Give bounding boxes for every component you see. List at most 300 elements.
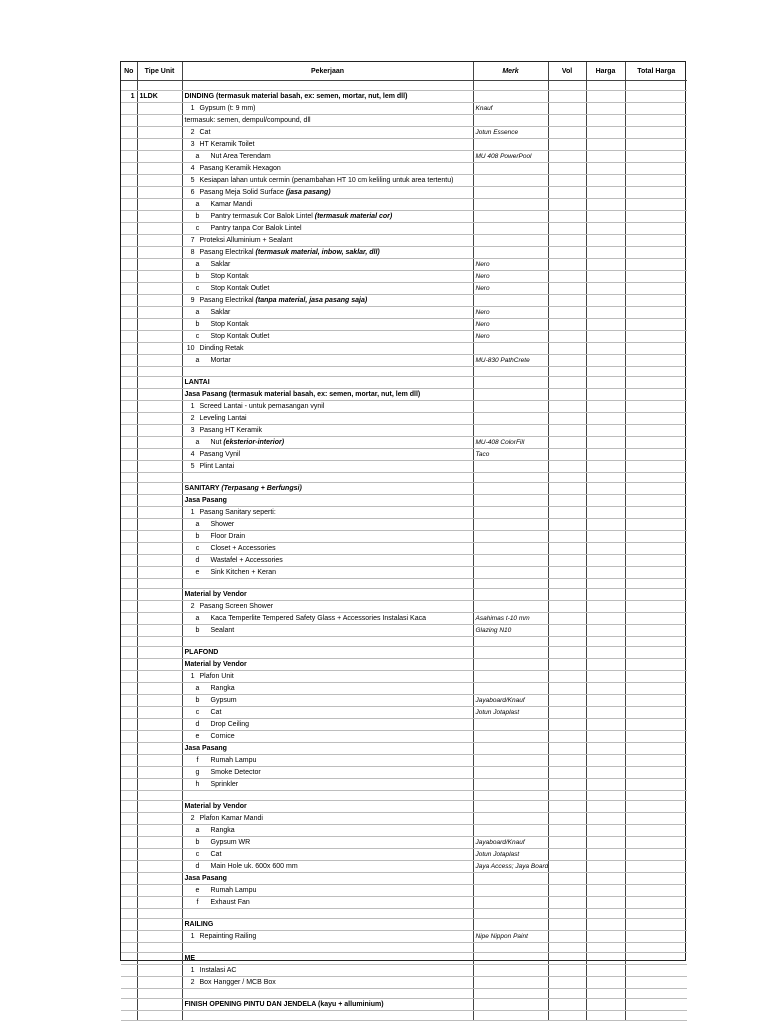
- cell-no[interactable]: [121, 223, 137, 235]
- cell-total-harga[interactable]: [625, 81, 687, 91]
- cell-harga[interactable]: [586, 989, 625, 999]
- cell-pekerjaan[interactable]: [182, 813, 473, 825]
- cell-merk[interactable]: [473, 519, 548, 531]
- cell-harga[interactable]: [586, 885, 625, 897]
- cell-vol[interactable]: [548, 211, 586, 223]
- cell-vol[interactable]: [548, 885, 586, 897]
- cell-merk[interactable]: [473, 943, 548, 953]
- cell-tipe-unit[interactable]: [137, 151, 182, 163]
- cell-vol[interactable]: [548, 965, 586, 977]
- cell-tipe-unit[interactable]: [137, 637, 182, 647]
- cell-vol[interactable]: [548, 755, 586, 767]
- cell-no[interactable]: [121, 719, 137, 731]
- cell-vol[interactable]: [548, 695, 586, 707]
- cell-tipe-unit[interactable]: [137, 543, 182, 555]
- cell-tipe-unit[interactable]: [137, 731, 182, 743]
- cell-tipe-unit[interactable]: [137, 355, 182, 367]
- cell-merk[interactable]: [473, 295, 548, 307]
- cell-total-harga[interactable]: [625, 897, 687, 909]
- cell-tipe-unit[interactable]: [137, 555, 182, 567]
- cell-vol[interactable]: [548, 175, 586, 187]
- cell-merk[interactable]: [473, 637, 548, 647]
- cell-vol[interactable]: [548, 873, 586, 885]
- cell-merk[interactable]: [473, 567, 548, 579]
- cell-total-harga[interactable]: [625, 175, 687, 187]
- cell-vol[interactable]: [548, 897, 586, 909]
- cell-total-harga[interactable]: [625, 801, 687, 813]
- cell-harga[interactable]: [586, 483, 625, 495]
- cell-harga[interactable]: [586, 861, 625, 873]
- cell-pekerjaan[interactable]: [182, 519, 473, 531]
- cell-tipe-unit[interactable]: [137, 861, 182, 873]
- cell-tipe-unit[interactable]: [137, 483, 182, 495]
- cell-tipe-unit[interactable]: [137, 235, 182, 247]
- cell-vol[interactable]: [548, 531, 586, 543]
- cell-no[interactable]: [121, 779, 137, 791]
- cell-pekerjaan[interactable]: [182, 401, 473, 413]
- cell-merk[interactable]: [473, 953, 548, 965]
- cell-no[interactable]: [121, 567, 137, 579]
- cell-no[interactable]: [121, 187, 137, 199]
- cell-merk[interactable]: [473, 235, 548, 247]
- cell-pekerjaan[interactable]: [182, 1011, 473, 1021]
- cell-pekerjaan[interactable]: [182, 507, 473, 519]
- cell-tipe-unit[interactable]: [137, 81, 182, 91]
- cell-tipe-unit[interactable]: [137, 425, 182, 437]
- cell-no[interactable]: [121, 151, 137, 163]
- cell-tipe-unit[interactable]: [137, 943, 182, 953]
- cell-no[interactable]: [121, 295, 137, 307]
- cell-no[interactable]: [121, 543, 137, 555]
- cell-vol[interactable]: [548, 801, 586, 813]
- cell-vol[interactable]: [548, 719, 586, 731]
- cell-harga[interactable]: [586, 139, 625, 151]
- cell-tipe-unit[interactable]: [137, 755, 182, 767]
- cell-vol[interactable]: [548, 307, 586, 319]
- cell-no[interactable]: [121, 931, 137, 943]
- cell-total-harga[interactable]: [625, 953, 687, 965]
- cell-vol[interactable]: [548, 271, 586, 283]
- cell-harga[interactable]: [586, 187, 625, 199]
- cell-tipe-unit[interactable]: [137, 601, 182, 613]
- cell-vol[interactable]: [548, 567, 586, 579]
- cell-no[interactable]: [121, 91, 137, 103]
- cell-no[interactable]: [121, 127, 137, 139]
- cell-no[interactable]: [121, 849, 137, 861]
- cell-no[interactable]: [121, 343, 137, 355]
- cell-harga[interactable]: [586, 495, 625, 507]
- cell-tipe-unit[interactable]: [137, 837, 182, 849]
- cell-pekerjaan[interactable]: [182, 589, 473, 601]
- cell-no[interactable]: [121, 943, 137, 953]
- cell-no[interactable]: [121, 483, 137, 495]
- cell-no[interactable]: [121, 199, 137, 211]
- cell-total-harga[interactable]: [625, 103, 687, 115]
- cell-harga[interactable]: [586, 519, 625, 531]
- cell-tipe-unit[interactable]: [137, 531, 182, 543]
- cell-merk[interactable]: [473, 81, 548, 91]
- cell-harga[interactable]: [586, 223, 625, 235]
- cell-total-harga[interactable]: [625, 637, 687, 647]
- cell-tipe-unit[interactable]: [137, 989, 182, 999]
- cell-no[interactable]: [121, 695, 137, 707]
- cell-no[interactable]: [121, 555, 137, 567]
- cell-harga[interactable]: [586, 695, 625, 707]
- cell-merk[interactable]: [473, 507, 548, 519]
- cell-no[interactable]: [121, 495, 137, 507]
- cell-tipe-unit[interactable]: [137, 659, 182, 671]
- cell-pekerjaan[interactable]: [182, 151, 473, 163]
- cell-tipe-unit[interactable]: [137, 247, 182, 259]
- cell-pekerjaan[interactable]: [182, 707, 473, 719]
- cell-pekerjaan[interactable]: [182, 579, 473, 589]
- cell-harga[interactable]: [586, 331, 625, 343]
- cell-harga[interactable]: [586, 801, 625, 813]
- cell-vol[interactable]: [548, 779, 586, 791]
- cell-tipe-unit[interactable]: [137, 259, 182, 271]
- cell-merk[interactable]: [473, 377, 548, 389]
- cell-tipe-unit[interactable]: [137, 413, 182, 425]
- cell-vol[interactable]: [548, 223, 586, 235]
- cell-harga[interactable]: [586, 813, 625, 825]
- cell-merk[interactable]: [473, 473, 548, 483]
- cell-harga[interactable]: [586, 543, 625, 555]
- cell-no[interactable]: [121, 283, 137, 295]
- cell-merk[interactable]: [473, 355, 548, 367]
- cell-total-harga[interactable]: [625, 473, 687, 483]
- cell-merk[interactable]: [473, 425, 548, 437]
- cell-pekerjaan[interactable]: [182, 103, 473, 115]
- cell-harga[interactable]: [586, 199, 625, 211]
- cell-total-harga[interactable]: [625, 115, 687, 127]
- cell-pekerjaan[interactable]: [182, 91, 473, 103]
- cell-merk[interactable]: [473, 625, 548, 637]
- cell-tipe-unit[interactable]: [137, 825, 182, 837]
- cell-no[interactable]: [121, 589, 137, 601]
- cell-pekerjaan[interactable]: [182, 389, 473, 401]
- cell-pekerjaan[interactable]: [182, 199, 473, 211]
- cell-no[interactable]: [121, 259, 137, 271]
- cell-pekerjaan[interactable]: [182, 909, 473, 919]
- cell-pekerjaan[interactable]: [182, 461, 473, 473]
- cell-pekerjaan[interactable]: [182, 885, 473, 897]
- cell-pekerjaan[interactable]: [182, 187, 473, 199]
- cell-merk[interactable]: [473, 837, 548, 849]
- cell-total-harga[interactable]: [625, 589, 687, 601]
- cell-no[interactable]: [121, 319, 137, 331]
- cell-total-harga[interactable]: [625, 873, 687, 885]
- cell-pekerjaan[interactable]: [182, 211, 473, 223]
- cell-total-harga[interactable]: [625, 259, 687, 271]
- cell-tipe-unit[interactable]: [137, 461, 182, 473]
- cell-harga[interactable]: [586, 103, 625, 115]
- cell-total-harga[interactable]: [625, 931, 687, 943]
- cell-total-harga[interactable]: [625, 343, 687, 355]
- cell-vol[interactable]: [548, 355, 586, 367]
- cell-vol[interactable]: [548, 425, 586, 437]
- cell-total-harga[interactable]: [625, 767, 687, 779]
- cell-pekerjaan[interactable]: [182, 377, 473, 389]
- cell-tipe-unit[interactable]: [137, 953, 182, 965]
- cell-total-harga[interactable]: [625, 377, 687, 389]
- cell-total-harga[interactable]: [625, 825, 687, 837]
- cell-merk[interactable]: [473, 589, 548, 601]
- cell-pekerjaan[interactable]: [182, 989, 473, 999]
- cell-harga[interactable]: [586, 897, 625, 909]
- cell-total-harga[interactable]: [625, 495, 687, 507]
- cell-merk[interactable]: [473, 151, 548, 163]
- cell-merk[interactable]: [473, 919, 548, 931]
- cell-no[interactable]: [121, 507, 137, 519]
- cell-total-harga[interactable]: [625, 283, 687, 295]
- cell-no[interactable]: [121, 211, 137, 223]
- cell-merk[interactable]: [473, 1011, 548, 1021]
- cell-tipe-unit[interactable]: [137, 909, 182, 919]
- cell-pekerjaan[interactable]: [182, 555, 473, 567]
- cell-harga[interactable]: [586, 507, 625, 519]
- cell-no[interactable]: [121, 837, 137, 849]
- cell-merk[interactable]: [473, 483, 548, 495]
- cell-pekerjaan[interactable]: [182, 163, 473, 175]
- cell-no[interactable]: [121, 813, 137, 825]
- cell-no[interactable]: [121, 413, 137, 425]
- cell-pekerjaan[interactable]: [182, 331, 473, 343]
- cell-pekerjaan[interactable]: [182, 259, 473, 271]
- cell-harga[interactable]: [586, 919, 625, 931]
- cell-pekerjaan[interactable]: [182, 861, 473, 873]
- cell-no[interactable]: [121, 331, 137, 343]
- cell-merk[interactable]: [473, 163, 548, 175]
- cell-harga[interactable]: [586, 377, 625, 389]
- cell-pekerjaan[interactable]: [182, 495, 473, 507]
- cell-total-harga[interactable]: [625, 671, 687, 683]
- cell-merk[interactable]: [473, 719, 548, 731]
- cell-total-harga[interactable]: [625, 187, 687, 199]
- cell-merk[interactable]: [473, 543, 548, 555]
- cell-tipe-unit[interactable]: [137, 331, 182, 343]
- cell-no[interactable]: [121, 953, 137, 965]
- cell-total-harga[interactable]: [625, 367, 687, 377]
- cell-total-harga[interactable]: [625, 271, 687, 283]
- cell-pekerjaan[interactable]: [182, 483, 473, 495]
- cell-vol[interactable]: [548, 283, 586, 295]
- cell-vol[interactable]: [548, 461, 586, 473]
- cell-harga[interactable]: [586, 81, 625, 91]
- cell-pekerjaan[interactable]: [182, 801, 473, 813]
- cell-pekerjaan[interactable]: [182, 873, 473, 885]
- cell-tipe-unit[interactable]: [137, 919, 182, 931]
- cell-harga[interactable]: [586, 779, 625, 791]
- cell-vol[interactable]: [548, 331, 586, 343]
- cell-vol[interactable]: [548, 601, 586, 613]
- cell-pekerjaan[interactable]: [182, 81, 473, 91]
- cell-tipe-unit[interactable]: [137, 695, 182, 707]
- cell-total-harga[interactable]: [625, 163, 687, 175]
- cell-harga[interactable]: [586, 767, 625, 779]
- cell-total-harga[interactable]: [625, 247, 687, 259]
- cell-tipe-unit[interactable]: [137, 791, 182, 801]
- cell-vol[interactable]: [548, 743, 586, 755]
- cell-pekerjaan[interactable]: [182, 367, 473, 377]
- cell-tipe-unit[interactable]: [137, 437, 182, 449]
- cell-merk[interactable]: [473, 825, 548, 837]
- cell-no[interactable]: [121, 755, 137, 767]
- cell-total-harga[interactable]: [625, 977, 687, 989]
- cell-harga[interactable]: [586, 473, 625, 483]
- cell-total-harga[interactable]: [625, 543, 687, 555]
- cell-merk[interactable]: [473, 909, 548, 919]
- cell-pekerjaan[interactable]: [182, 175, 473, 187]
- cell-no[interactable]: [121, 873, 137, 885]
- cell-total-harga[interactable]: [625, 613, 687, 625]
- cell-total-harga[interactable]: [625, 355, 687, 367]
- cell-vol[interactable]: [548, 413, 586, 425]
- cell-vol[interactable]: [548, 909, 586, 919]
- cell-total-harga[interactable]: [625, 223, 687, 235]
- cell-tipe-unit[interactable]: [137, 295, 182, 307]
- cell-no[interactable]: [121, 919, 137, 931]
- cell-pekerjaan[interactable]: [182, 307, 473, 319]
- cell-total-harga[interactable]: [625, 507, 687, 519]
- cell-no[interactable]: [121, 401, 137, 413]
- cell-pekerjaan[interactable]: [182, 247, 473, 259]
- cell-no[interactable]: [121, 637, 137, 647]
- cell-pekerjaan[interactable]: [182, 319, 473, 331]
- cell-vol[interactable]: [548, 977, 586, 989]
- cell-no[interactable]: [121, 885, 137, 897]
- cell-total-harga[interactable]: [625, 909, 687, 919]
- cell-no[interactable]: [121, 247, 137, 259]
- cell-harga[interactable]: [586, 683, 625, 695]
- cell-total-harga[interactable]: [625, 319, 687, 331]
- cell-harga[interactable]: [586, 671, 625, 683]
- cell-merk[interactable]: [473, 885, 548, 897]
- cell-merk[interactable]: [473, 977, 548, 989]
- cell-pekerjaan[interactable]: [182, 931, 473, 943]
- cell-merk[interactable]: [473, 211, 548, 223]
- cell-tipe-unit[interactable]: [137, 647, 182, 659]
- cell-no[interactable]: [121, 531, 137, 543]
- cell-tipe-unit[interactable]: [137, 801, 182, 813]
- cell-harga[interactable]: [586, 999, 625, 1011]
- cell-merk[interactable]: [473, 175, 548, 187]
- cell-merk[interactable]: [473, 495, 548, 507]
- cell-harga[interactable]: [586, 613, 625, 625]
- cell-total-harga[interactable]: [625, 731, 687, 743]
- cell-merk[interactable]: [473, 331, 548, 343]
- cell-pekerjaan[interactable]: [182, 343, 473, 355]
- cell-vol[interactable]: [548, 825, 586, 837]
- cell-harga[interactable]: [586, 873, 625, 885]
- cell-total-harga[interactable]: [625, 413, 687, 425]
- cell-harga[interactable]: [586, 601, 625, 613]
- cell-total-harga[interactable]: [625, 401, 687, 413]
- cell-vol[interactable]: [548, 507, 586, 519]
- cell-merk[interactable]: [473, 103, 548, 115]
- cell-harga[interactable]: [586, 91, 625, 103]
- cell-pekerjaan[interactable]: [182, 425, 473, 437]
- cell-vol[interactable]: [548, 91, 586, 103]
- cell-tipe-unit[interactable]: [137, 127, 182, 139]
- cell-pekerjaan[interactable]: [182, 283, 473, 295]
- cell-vol[interactable]: [548, 495, 586, 507]
- cell-merk[interactable]: [473, 989, 548, 999]
- cell-pekerjaan[interactable]: [182, 531, 473, 543]
- cell-tipe-unit[interactable]: [137, 139, 182, 151]
- cell-total-harga[interactable]: [625, 943, 687, 953]
- cell-harga[interactable]: [586, 413, 625, 425]
- cell-harga[interactable]: [586, 579, 625, 589]
- cell-tipe-unit[interactable]: [137, 449, 182, 461]
- cell-vol[interactable]: [548, 319, 586, 331]
- cell-tipe-unit[interactable]: [137, 271, 182, 283]
- cell-vol[interactable]: [548, 259, 586, 271]
- cell-vol[interactable]: [548, 647, 586, 659]
- cell-merk[interactable]: [473, 91, 548, 103]
- cell-harga[interactable]: [586, 367, 625, 377]
- cell-vol[interactable]: [548, 791, 586, 801]
- cell-pekerjaan[interactable]: [182, 473, 473, 483]
- cell-pekerjaan[interactable]: [182, 223, 473, 235]
- cell-harga[interactable]: [586, 909, 625, 919]
- cell-vol[interactable]: [548, 115, 586, 127]
- cell-vol[interactable]: [548, 199, 586, 211]
- cell-pekerjaan[interactable]: [182, 743, 473, 755]
- cell-pekerjaan[interactable]: [182, 999, 473, 1011]
- cell-pekerjaan[interactable]: [182, 943, 473, 953]
- cell-no[interactable]: [121, 999, 137, 1011]
- cell-pekerjaan[interactable]: [182, 567, 473, 579]
- cell-tipe-unit[interactable]: [137, 849, 182, 861]
- cell-vol[interactable]: [548, 1011, 586, 1021]
- cell-merk[interactable]: [473, 861, 548, 873]
- cell-vol[interactable]: [548, 589, 586, 601]
- cell-harga[interactable]: [586, 791, 625, 801]
- cell-vol[interactable]: [548, 579, 586, 589]
- cell-merk[interactable]: [473, 531, 548, 543]
- cell-no[interactable]: [121, 767, 137, 779]
- cell-total-harga[interactable]: [625, 331, 687, 343]
- cell-merk[interactable]: [473, 965, 548, 977]
- cell-harga[interactable]: [586, 235, 625, 247]
- cell-total-harga[interactable]: [625, 659, 687, 671]
- cell-vol[interactable]: [548, 139, 586, 151]
- cell-merk[interactable]: [473, 401, 548, 413]
- cell-pekerjaan[interactable]: [182, 779, 473, 791]
- cell-vol[interactable]: [548, 931, 586, 943]
- cell-total-harga[interactable]: [625, 625, 687, 637]
- cell-merk[interactable]: [473, 897, 548, 909]
- cell-vol[interactable]: [548, 81, 586, 91]
- cell-merk[interactable]: [473, 801, 548, 813]
- cell-harga[interactable]: [586, 461, 625, 473]
- cell-total-harga[interactable]: [625, 425, 687, 437]
- cell-total-harga[interactable]: [625, 579, 687, 589]
- cell-pekerjaan[interactable]: [182, 437, 473, 449]
- cell-no[interactable]: [121, 115, 137, 127]
- cell-merk[interactable]: [473, 767, 548, 779]
- cell-tipe-unit[interactable]: [137, 625, 182, 637]
- cell-total-harga[interactable]: [625, 211, 687, 223]
- cell-total-harga[interactable]: [625, 791, 687, 801]
- cell-tipe-unit[interactable]: [137, 343, 182, 355]
- cell-harga[interactable]: [586, 1011, 625, 1021]
- cell-total-harga[interactable]: [625, 755, 687, 767]
- cell-tipe-unit[interactable]: [137, 91, 182, 103]
- cell-no[interactable]: [121, 437, 137, 449]
- cell-tipe-unit[interactable]: [137, 977, 182, 989]
- cell-pekerjaan[interactable]: [182, 849, 473, 861]
